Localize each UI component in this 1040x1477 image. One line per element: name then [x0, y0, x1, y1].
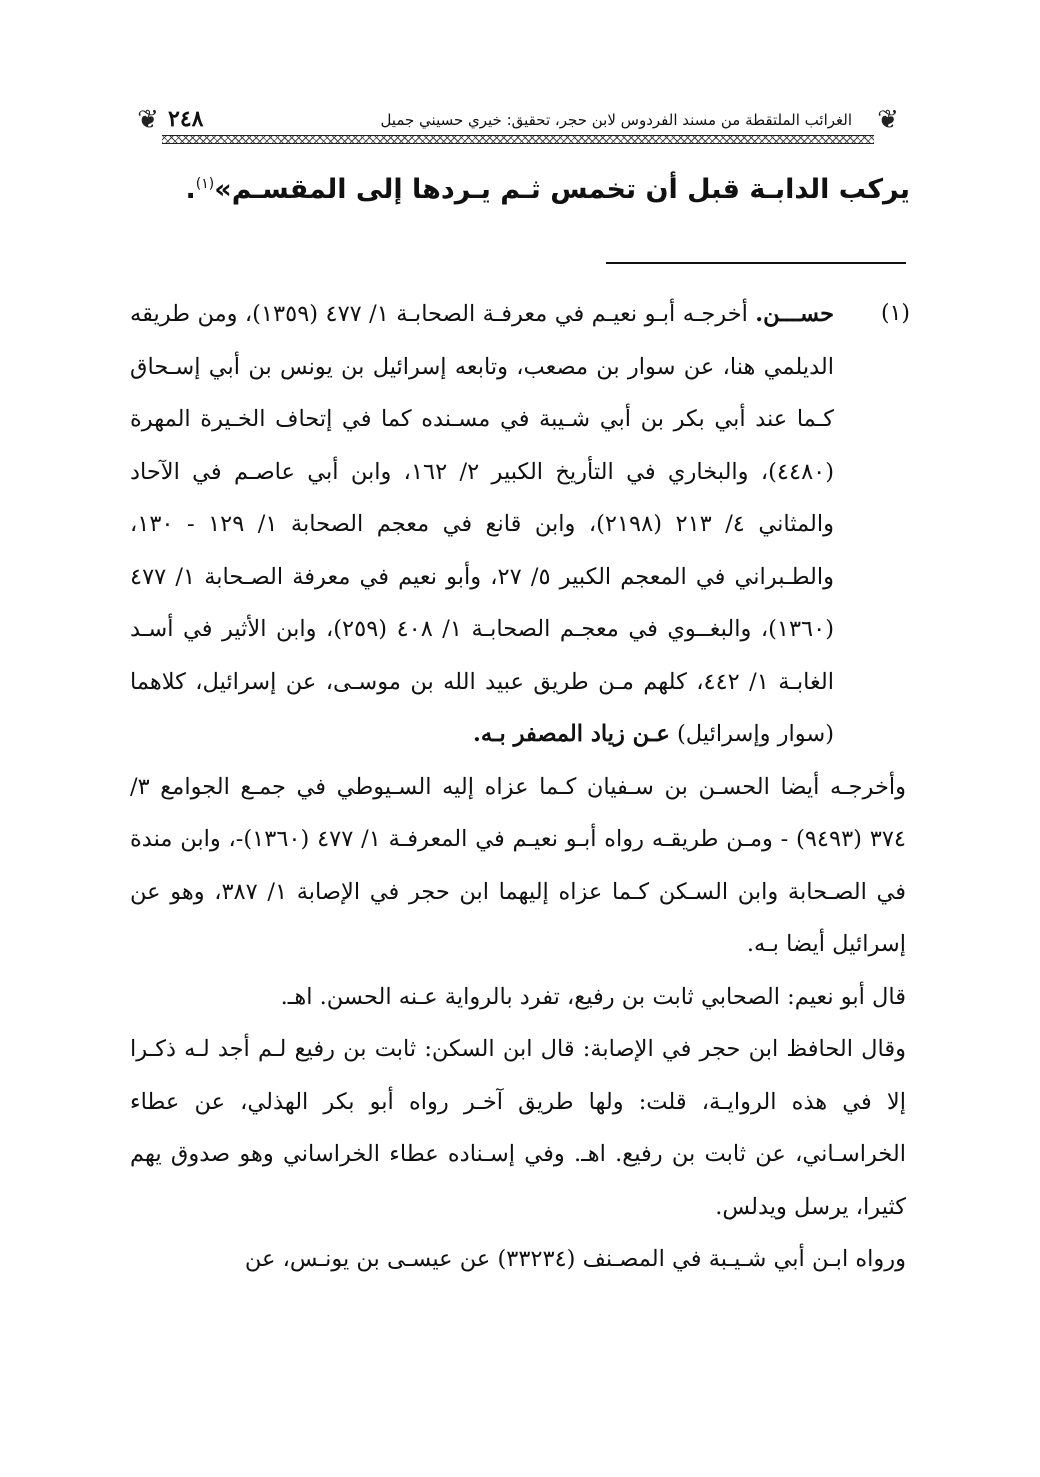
footnote-paragraph: وأخرجـه أيضا الحسـن بن سـفيان كـما عزاه إليه السـيوطي في جمـع الجوامع ٣/ ٣٧٤ (٩٤٩٣) - ومـن طريقـه رواه أبـو نعيـم في المعرفـة ١/ ٤٧٧ (١٣٦٠)-، وابن مندة في الصـحابة وابن السـكن كـما عزاه إليهما ابن حجر في الإصابة ١/ ٣٨٧، وهو عن إسرائيل أيضا بـه. [130, 773, 907, 957]
footnote-text-bold: عـن زياد المصفر بـه. [472, 721, 670, 747]
header-decorative-rule [162, 135, 874, 144]
main-text [130, 162, 910, 212]
main-text-end: . [185, 174, 196, 205]
ornament-right-icon: ❦ [877, 105, 899, 135]
running-title: الغرائب الملتقطة من مسند الفردوس لابن حجر، تحقيق: خيري حسيني جميل [380, 111, 852, 129]
footnote-paragraph: قال أبو نعيم: الصحابي ثابت بن رفيع، تفرد بالرواية عـنه الحسن. اهـ. [280, 983, 906, 1010]
footnote-reference[interactable]: (١) [195, 176, 215, 192]
footnote-paragraph: ورواه ابـن أبي شـيـبة في المصـنف (٣٣٢٣٤) عن عيسـى بن يونـس، عن [244, 1246, 906, 1272]
page-header [128, 100, 908, 146]
footnote-text: أخرجـه أبـو نعيـم في معرفـة الصحابـة ١/ ٤٧٧ (١٣٥٩)، ومن طريقه الديلمي هنا، عن سوار بن مصعب، وتابعه إسرائيل بن يونس بن أبي إسـحاق كـما عند أبي بكر بن أبي شـيبة في مسـنده كما في إتحاف الخـيرة المهرة (٤٤٨٠)، والبخاري في التأريخ الكبير ٢/ ١٦٢، وابن أبي عاصـم في الآحاد والمثاني ٤/ ٢١٣ (٢١٩٨)، وابن قانع في معجم الصحابة ١/ ١٢٩ - ١٣٠، والطـبراني في المعجم الكبير ٥/ ٢٧، وأبو نعيم في معرفة الصـحابة ١/ ٤٧٧ (١٣٦٠)، والبغــوي في معجـم الصحابـة ١/ ٤٠٨ (٢٥٩)، وابن الأثير في أسـد الغابـة ١/ ٤٤٢، كلهم مـن طريق عبيد الله بن موسـى، عن إسرائيل، كلاهما (سوار وإسرائيل) [130, 301, 835, 747]
footnote-number: (١) [880, 301, 910, 326]
footnote-paragraph [130, 288, 906, 761]
footnote-grade: حســـن. [755, 301, 834, 327]
ornament-left-icon: ❦ [137, 105, 159, 135]
page-number: ٢٤٨ [168, 106, 204, 132]
footnote-separator [606, 262, 906, 264]
footnotes-section [130, 288, 910, 1286]
footnote-paragraph: وقال الحافظ ابن حجر في الإصابة: قال ابن السكن: ثابت بن رفيع لـم أجد لـه ذكـرا إلا في هذه الروايـة، قلت: ولها طريق آخـر رواه أبو بكر الهذلي، عن عطاء الخراسـاني، عن ثابت بن رفيع. اهـ. وفي إسـناده عطاء الخراساني وهو صدوق يهم كثيرا، يرسل ويدلس. [130, 1036, 906, 1220]
main-text-line: يركب الدابـة قبل أن تخمس ثـم يـردها إلى المقسـم» [214, 174, 910, 205]
